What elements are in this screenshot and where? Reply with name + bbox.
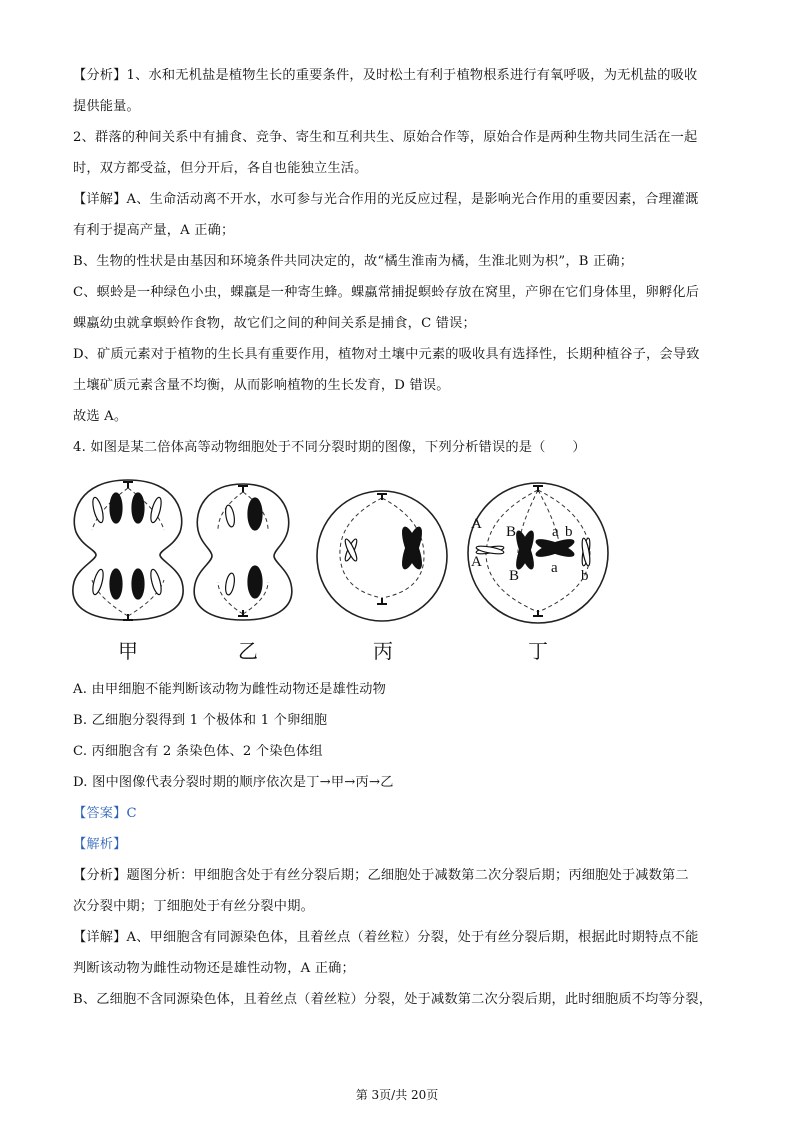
text-line: 次分裂中期；丁细胞处于有丝分裂中期。 [73,899,314,914]
text-line: 2、群落的种间关系中有捕食、竞争、寄生和互利共生、原始合作等，原始合作是两种生物共同生活在一起 [73,130,698,145]
centrosome-mark [123,482,133,488]
text-line: 有利于提高产量，A 正确； [73,223,235,238]
chromosomes-yi [224,498,262,598]
figure-label-ding: 丁 [528,639,548,663]
answer-label: 【答案】C [73,806,137,821]
centrosome-mark [533,486,543,492]
centrosome-mark [377,598,387,604]
text-line: 【详解】A、甲细胞含有同源染色体，且着丝点（着丝粒）分裂，处于有丝分裂后期，根据此时期特点不能 [73,930,699,945]
figure-label-bing: 丙 [373,639,393,663]
text-line: 土壤矿质元素含量不均衡，从而影响植物的生长发育，D 错误。 [73,378,450,393]
text-line: D、矿质元素对于植物的生长具有重要作用，植物对土壤中元素的吸收具有选择性，长期种植谷子，会导致 [73,347,700,362]
option-a: A. 由甲细胞不能判断该动物为雌性动物还是雄性动物 [73,682,387,697]
text-line: 提供能量。 [73,99,140,114]
text-line: 【分析】1、水和无机盐是植物生长的重要条件，及时松土有利于植物根系进行有氧呼吸，为无机盐的吸收 [73,68,698,83]
text-line: 故选 A。 [73,409,128,424]
text-line: C、螟蛉是一种绿色小虫，蜾蠃是一种寄生蜂。蜾蠃常捕捉螟蛉存放在窝里，产卵在它们身体里，卵孵化后 [73,285,700,300]
chromosomes-jia [91,493,163,599]
cell-jia-outline [73,480,183,620]
centrosome-mark [238,486,248,492]
gene-letter: b [565,524,573,540]
centrosome-mark [238,610,248,616]
text-line: 蜾蠃幼虫就拿螟蛉作食物，故它们之间的种间关系是捕食，C 错误； [73,316,476,331]
gene-letter: b [581,568,589,584]
gene-letter: B [506,524,517,540]
centrosome-mark [123,614,133,620]
centrosome-mark [377,494,387,500]
option-c: C. 丙细胞含有 2 条染色体、2 个染色体组 [73,744,323,759]
question-stem: 4. 如图是某二倍体高等动物细胞处于不同分裂时期的图像，下列分析错误的是（ ） [73,440,586,455]
text-line: B、生物的性状是由基因和环境条件共同决定的，故“橘生淮南为橘，生淮北则为枳”，B 正确； [73,254,634,269]
centrosome-mark [533,610,543,616]
page-footer: 第 3页/共 20页 [355,1088,439,1102]
option-d: D. 图中图像代表分裂时期的顺序依次是丁→甲→丙→乙 [73,775,394,790]
figure-label-jia: 甲 [118,639,138,663]
analysis-heading: 【解析】 [73,837,127,852]
text-line: 【分析】题图分析：甲细胞含处于有丝分裂后期；乙细胞处于减数第二次分裂后期；丙细胞处于减数第二 [73,868,689,883]
gene-letter: a [551,560,558,576]
cell-division-figure [68,470,618,670]
text-line: 判断该动物为雌性动物还是雄性动物，A 正确； [73,961,355,976]
chromosomes-ding [476,529,592,570]
chromosomes-bing [343,525,425,570]
text-line: B、乙细胞不含同源染色体，且着丝点（着丝粒）分裂，处于减数第二次分裂后期，此时细胞质不均等分裂， [73,992,713,1007]
figure-label-yi: 乙 [238,639,258,663]
text-line: 时，双方都受益，但分开后，各自也能独立生活。 [73,161,368,176]
option-b: B. 乙细胞分裂得到 1 个极体和 1 个卵细胞 [73,713,328,728]
gene-letter: B [509,568,520,584]
gene-letter: A [471,516,482,532]
gene-letter: a [552,524,559,540]
cell-yi-outline [194,484,292,620]
text-line: 【详解】A、生命活动离不开水，水可参与光合作用的光反应过程，是影响光合作用的重要因素，合理灌溉 [73,192,699,207]
gene-letter: A [471,554,482,570]
